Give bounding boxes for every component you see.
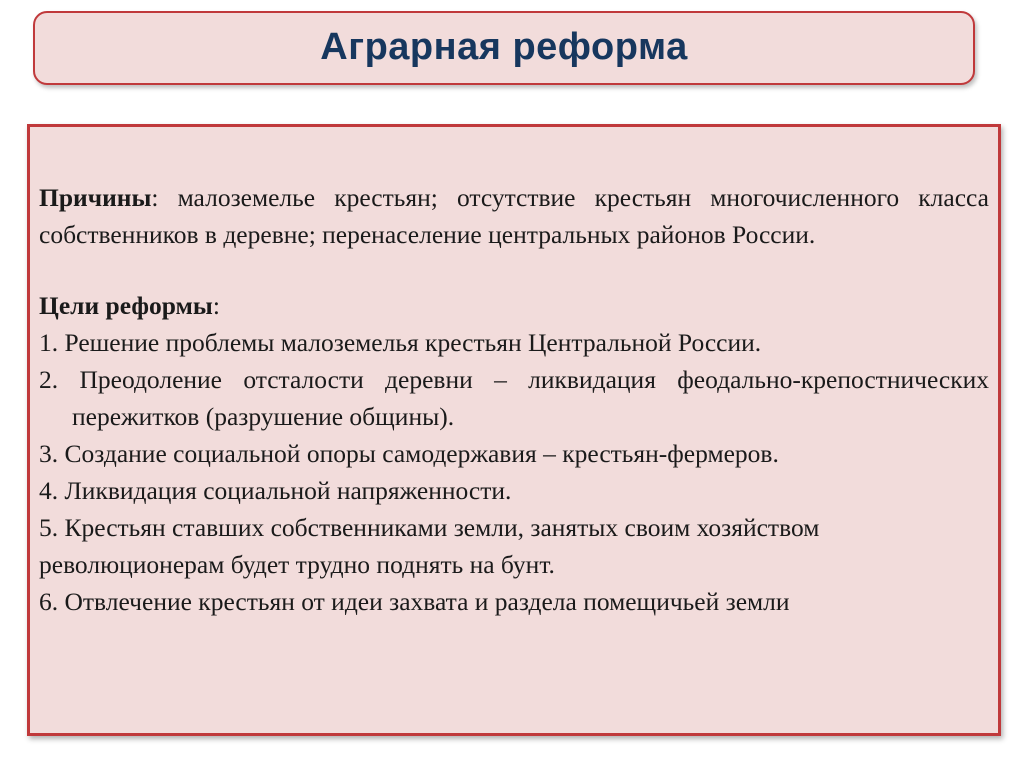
causes-colon: :	[151, 183, 159, 212]
goal-item-5-continuation: революционерам будет трудно поднять на бунт.	[39, 550, 555, 579]
goal-item-6: 6. Отвлечение крестьян от идеи захвата и раздела помещичьей земли	[39, 587, 790, 616]
goal-item-5: 5. Крестьян ставших собственниками земли, занятых своим хозяйством	[39, 513, 820, 542]
goal-item-2: 2. Преодоление отсталости деревни – ликвидация феодально-крепостнических пережитков (разрушение общины).	[39, 365, 989, 431]
goal-item-1: 1. Решение проблемы малоземелья крестьян Центральной России.	[39, 328, 762, 357]
content-body	[39, 179, 989, 620]
slide-title: Аграрная реформа	[320, 25, 688, 68]
goals-colon: :	[212, 291, 220, 320]
title-banner	[33, 11, 975, 85]
section-spacer	[39, 253, 989, 287]
causes-text: малоземелье крестьян; отсутствие крестьян многочисленного класса собственников в деревне; перенаселение центральных районов России.	[39, 183, 989, 249]
causes-label: Причины	[39, 183, 152, 212]
goals-heading	[39, 287, 989, 324]
goal-item-4: 4. Ликвидация социальной напряженности.	[39, 476, 512, 505]
goal-item-3: 3. Создание социальной опоры самодержавия – крестьян-фермеров.	[39, 439, 779, 468]
content-panel	[27, 124, 1001, 736]
causes-paragraph	[39, 179, 989, 253]
goals-label: Цели реформы	[39, 291, 213, 320]
